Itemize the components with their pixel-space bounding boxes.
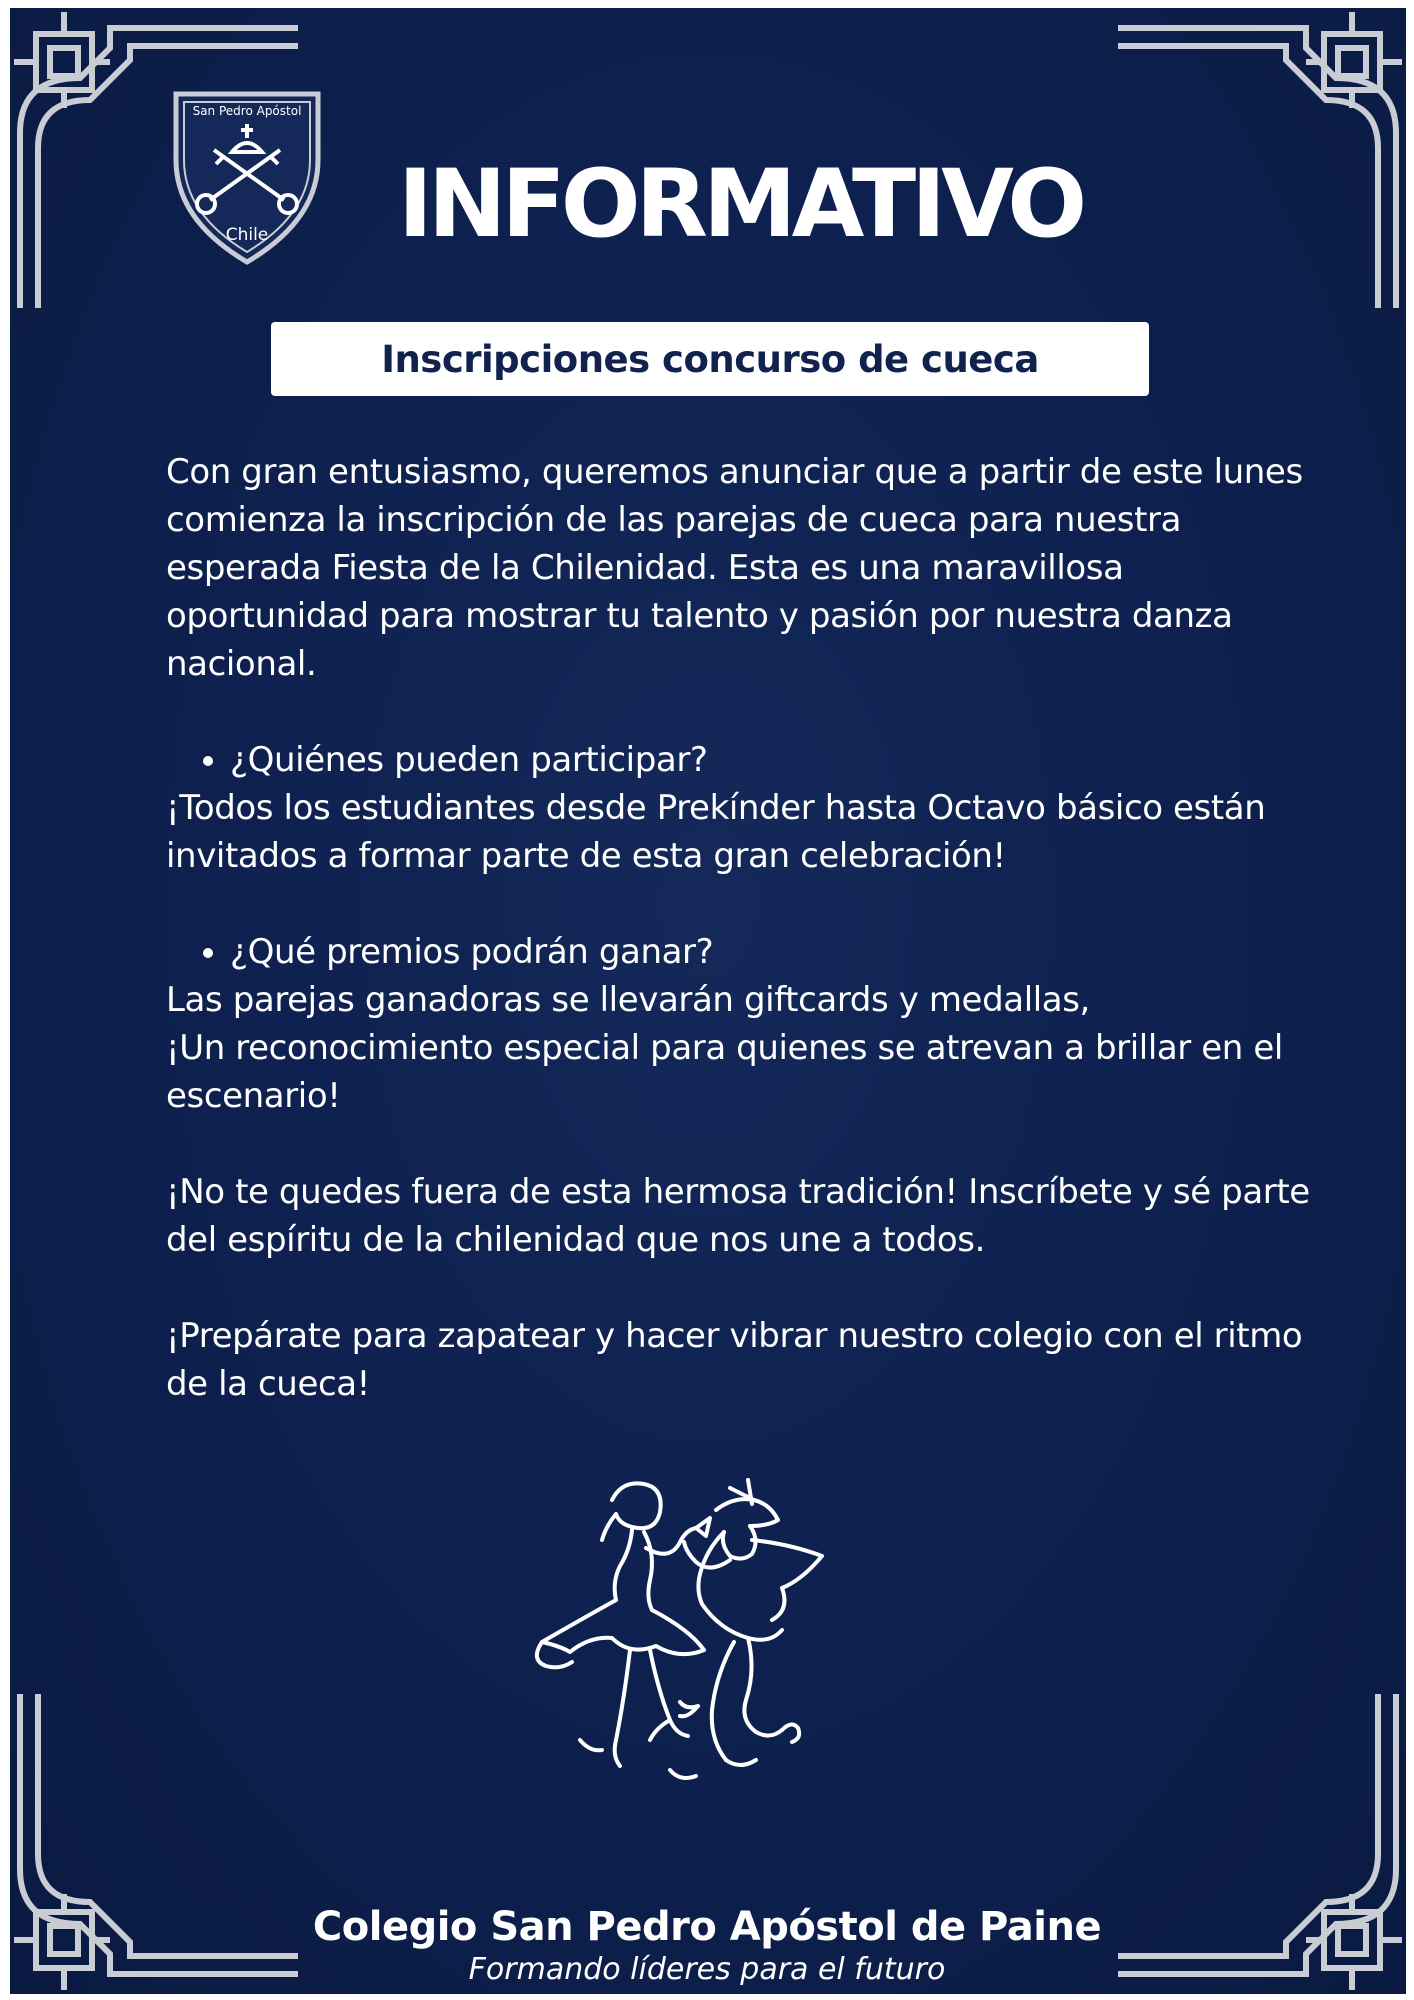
answer-prizes-line: ¡Un reconocimiento especial para quienes se atrevan a brillar en el escenario!: [166, 1028, 1283, 1116]
question-list: [166, 928, 1326, 976]
announcement-body: [166, 448, 1326, 1408]
corner-ornament-icon: [1106, 8, 1406, 308]
page-title: INFORMATIVO: [397, 150, 1083, 259]
closing-paragraph: ¡Prepárate para zapatear y hacer vibrar nuestro colegio con el ritmo de la cueca!: [166, 1316, 1303, 1404]
cueca-dancers-icon: [520, 1470, 900, 1890]
subtitle-text: Inscripciones concurso de cueca: [381, 337, 1039, 381]
closing-paragraph: ¡No te quedes fuera de esta hermosa tradición! Inscríbete y sé parte del espíritu de la chilenidad que nos une a todos.: [166, 1172, 1310, 1260]
answer-prizes-line: Las parejas ganadoras se llevarán giftcards y medallas,: [166, 980, 1090, 1020]
intro-paragraph: Con gran entusiasmo, queremos anunciar que a partir de este lunes comienza la inscripción de las parejas de cueca para nuestra esperada Fiesta de la Chilenidad. Esta es una maravillosa oportunidad para mostrar tu talento y pasión por nuestra danza nacional.: [166, 452, 1303, 684]
answer-participants: ¡Todos los estudiantes desde Prekínder hasta Octavo básico están invitados a formar parte de esta gran celebración!: [166, 788, 1266, 876]
crest-bottom-text: Chile: [225, 225, 269, 245]
school-motto: Formando líderes para el futuro: [468, 1952, 946, 1987]
school-crest-logo: [170, 90, 324, 266]
question-list: [166, 736, 1326, 784]
subtitle-banner: [271, 322, 1149, 396]
crest-top-text: San Pedro Apóstol: [192, 104, 302, 118]
school-name: Colegio San Pedro Apóstol de Paine: [312, 1904, 1102, 1950]
question-participants: • ¿Quiénes pueden participar?: [230, 736, 1326, 784]
question-prizes: • ¿Qué premios podrán ganar?: [230, 928, 1326, 976]
